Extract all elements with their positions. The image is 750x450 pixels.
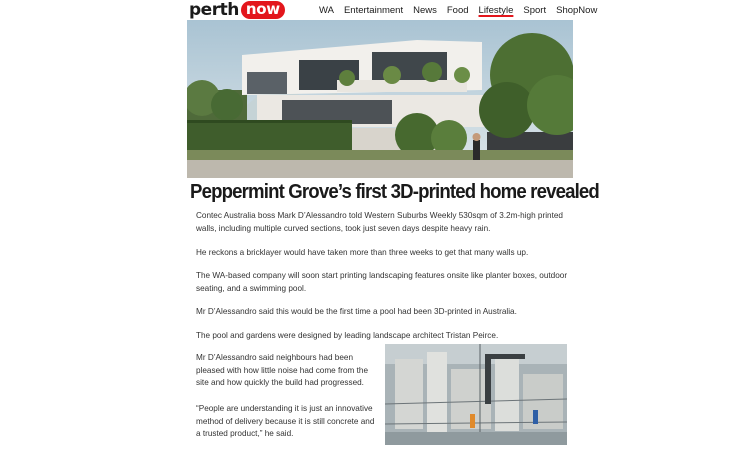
logo-now-badge: now xyxy=(241,1,285,19)
article-paragraph: Contec Australia boss Mark D’Alessandro told Western Suburbs Weekly 530sqm of 3.2m-high printed walls, including multiple curved sections, took just seven days despite heavy rain. xyxy=(196,211,563,233)
article-headline: Peppermint Grove’s first 3D-printed home revealed xyxy=(190,181,599,203)
main-nav xyxy=(319,5,597,16)
article-paragraph: Mr D’Alessandro said this would be the first time a pool had been 3D-printed in Australia. xyxy=(196,307,517,316)
nav-item-news[interactable]: News xyxy=(413,5,437,16)
article-paragraph: The pool and gardens were designed by leading landscape architect Tristan Peirce. xyxy=(196,331,499,340)
site-logo[interactable] xyxy=(189,1,285,19)
construction-photo xyxy=(385,344,567,445)
nav-item-sport[interactable]: Sport xyxy=(523,5,547,16)
article-paragraph: The WA-based company will soon start printing landscaping features onsite like planter boxes, outdoor seating, and a swimming pool. xyxy=(196,271,568,293)
printed-walls-illustration xyxy=(385,344,567,445)
house-render-illustration xyxy=(187,20,573,178)
nav-item-shopnow[interactable]: ShopNow xyxy=(556,5,598,16)
nav-item-lifestyle[interactable]: Lifestyle xyxy=(478,5,514,16)
nav-item-food[interactable]: Food xyxy=(446,5,469,16)
logo-perth-text: perth xyxy=(189,0,239,20)
article-paragraph: He reckons a bricklayer would have taken more than three weeks to get that many walls up. xyxy=(196,248,529,257)
nav-item-entertainment[interactable]: Entertainment xyxy=(343,5,404,16)
article-paragraph: Mr D’Alessandro said neighbours had been pleased with how little noise had come from the site and how quickly the build had progressed. xyxy=(196,353,369,387)
nav-item-wa[interactable]: WA xyxy=(319,5,334,16)
article-quote: “People are understanding it is just an innovative method of delivery because it is still concrete and a trusted product,” he said. xyxy=(196,404,375,438)
hero-image xyxy=(187,20,573,178)
